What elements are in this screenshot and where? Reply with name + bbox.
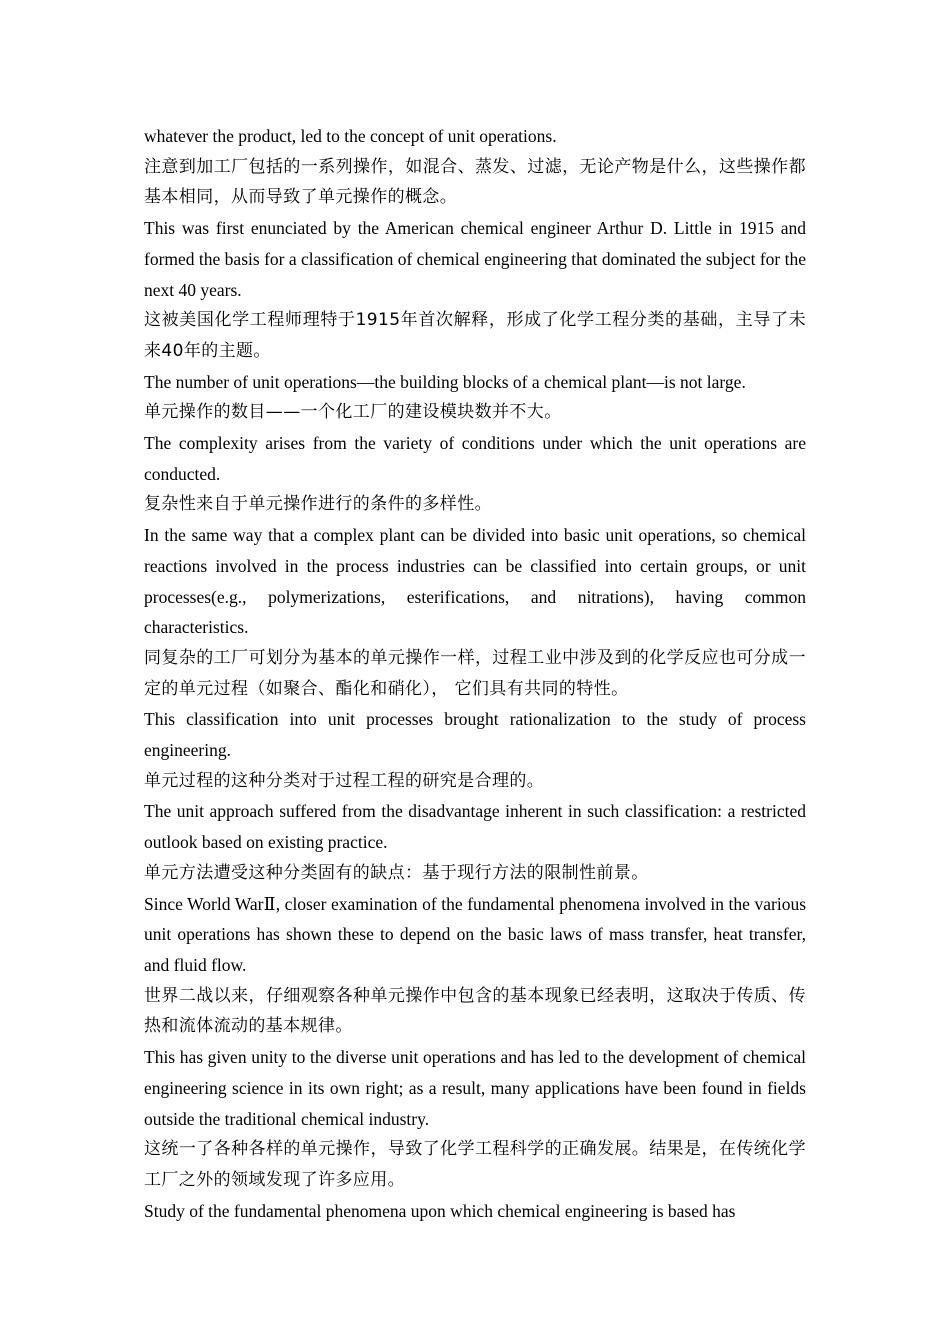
paragraph-zh: 单元过程的这种分类对于过程工程的研究是合理的。: [144, 770, 545, 791]
paragraph-en: Study of the fundamental phenomena upon which chemical engineering is based has: [144, 1200, 736, 1221]
paragraph-en: The number of unit operations—the building blocks of a chemical plant—is not large.: [144, 371, 746, 392]
paragraph-en: whatever the product, led to the concept of unit operations.: [144, 126, 557, 146]
paragraph-en: The complexity arises from the variety of conditions under which the unit operations are conducted.: [144, 433, 806, 484]
paragraph-zh: 同复杂的工厂可划分为基本的单元操作一样，过程工业中涉及到的化学反应也可分成一定的单元过程（如聚合、酯化和硝化）， 它们具有共同的特性。: [144, 647, 806, 699]
paragraph-zh: 这统一了各种各样的单元操作，导致了化学工程科学的正确发展。结果是，在传统化学工厂之外的领域发现了许多应用。: [144, 1139, 806, 1190]
paragraph-zh: 这被美国化学工程师理特于1915年首次解释，形成了化学工程分类的基础，主导了未来40年的主题。: [144, 310, 806, 361]
paragraph-zh: 单元操作的数目——一个化工厂的建设模块数并不大。: [144, 402, 562, 423]
paragraph-en: Since World WarⅡ, closer examination of the fundamental phenomena involved in the various unit operations has shown these to depend on the basic laws of mass transfer, heat transfer, and fluid flow.: [144, 893, 806, 975]
paragraph-zh: 注意到加工厂包括的一系列操作，如混合、蒸发、过滤，无论产物是什么，这些操作都基本相同，从而导致了单元操作的概念。: [144, 156, 806, 208]
paragraph-en: In the same way that a complex plant can be divided into basic unit operations, so chemical reactions involved in the process industries can be classified into certain groups, or unit processes(e.g., polymerizations, esterifications, and nitrations), having common characteristics.: [144, 525, 806, 638]
document-body: [144, 121, 806, 1226]
paragraph-zh: 复杂性来自于单元操作进行的条件的多样性。: [144, 494, 492, 515]
paragraph-zh: 单元方法遭受这种分类固有的缺点：基于现行方法的限制性前景。: [144, 862, 649, 883]
paragraph-en: The unit approach suffered from the disadvantage inherent in such classification: a restricted outlook based on existing practice.: [144, 801, 806, 853]
paragraph-zh: 世界二战以来，仔细观察各种单元操作中包含的基本现象已经表明，这取决于传质、传热和流体流动的基本规律。: [144, 985, 806, 1037]
paragraph-en: This classification into unit processes brought rationalization to the study of process engineering.: [144, 709, 806, 761]
paragraph-en: This has given unity to the diverse unit operations and has led to the development of chemical engineering science in its own right; as a result, many applications have been found in fields outside the traditional chemical industry.: [144, 1047, 806, 1129]
paragraph-en: This was first enunciated by the American chemical engineer Arthur D. Little in 1915 and formed the basis for a classification of chemical engineering that dominated the subject for the next 40 years.: [144, 218, 806, 300]
